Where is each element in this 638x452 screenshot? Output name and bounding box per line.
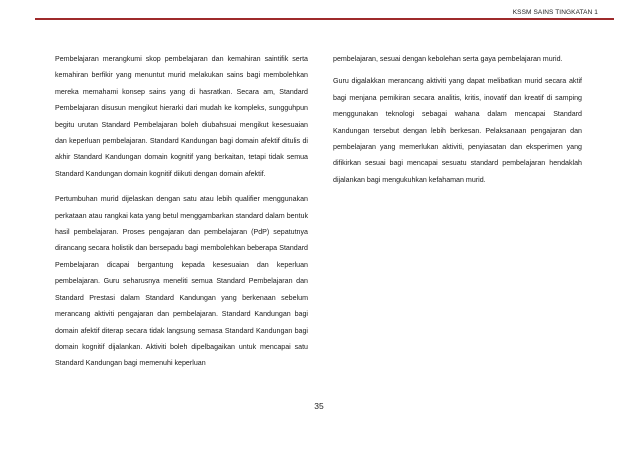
- left-column: [55, 51, 308, 372]
- paragraph: pembelajaran, sesuai dengan kebolehan serta gaya pembelajaran murid.: [333, 55, 563, 63]
- paragraph: Pembelajaran merangkumi skop pembelajaran dan kemahiran saintifik serta kemahiran berfikir yang menuntut murid melakukan sains bagi membolehkan mereka memahami konsep sains yang di hasratkan. Secara am, Standard Pembelajaran disusun mengikut hierarki dari mudah ke kompleks, sungguhpun begitu urutan Standard Pembelajaran boleh diubahsuai mengikut kesesuaian dan keperluan pembelajaran. Standard Kandungan bagi domain afektif ditulis di akhir Standard Kandungan domain kognitif yang berkaitan, tetapi tidak semua Standard Kandungan domain kognitif diikuti dengan domain afektif.: [55, 55, 308, 178]
- paragraph: Guru digalakkan merancang aktiviti yang dapat melibatkan murid secara aktif bagi menjana pemikiran secara analitis, kritis, inovatif dan kreatif di samping menggunakan teknologi sebagai wahana dalam mencapai Standard Kandungan tersebut dengan lebih berkesan. Pelaksanaan pengajaran dan pembelajaran yang memerlukan aktiviti, penyiasatan dan eksperimen yang difikirkan sesuai bagi mencapai sesuatu standard pembelajaran hendaklah dijalankan bagi mengukuhkan kefahaman murid.: [333, 77, 582, 184]
- running-header: KSSM SAINS TINGKATAN 1: [512, 9, 598, 16]
- header-divider: [35, 18, 614, 20]
- right-column: [333, 51, 582, 188]
- page-number: 35: [314, 401, 324, 411]
- paragraph: Pertumbuhan murid dijelaskan dengan satu atau lebih qualifier menggunakan perkataan atau rangkai kata yang betul menggambarkan standard dalam bentuk hasil pembelajaran. Proses pengajaran dan pembelajaran (PdP) sepatutnya dirancang secara holistik dan bersepadu bagi membolehkan beberapa Standard Pembelajaran dicapai bergantung kepada kesesuaian dan keperluan pembelajaran. Guru seharusnya meneliti semua Standard Pembelajaran dan Standard Prestasi dalam Standard Kandungan yang berkenaan sebelum merancang aktiviti pengajaran dan pembelajaran. Standard Kandungan bagi domain afektif diterap secara tidak langsung semasa Standard Kandungan bagi domain kognitif dijalankan. Aktiviti boleh dipelbagaikan untuk mencapai satu Standard Kandungan bagi memenuhi keperluan: [55, 195, 308, 368]
